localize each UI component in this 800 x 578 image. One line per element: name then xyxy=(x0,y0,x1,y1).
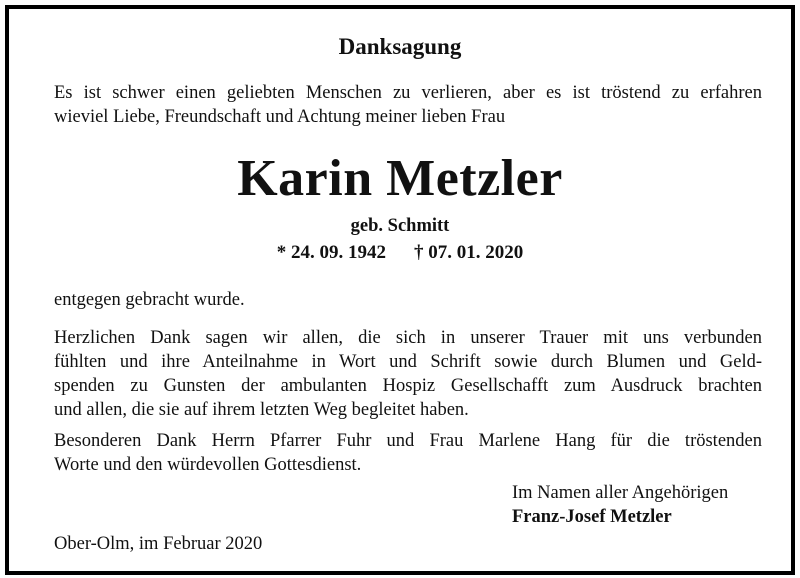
intro-line-1: Es ist schwer einen geliebten Menschen zu verlieren, aber es ist tröstend zu erfahren xyxy=(54,83,762,103)
thanks-line-2: fühlten und ihre Anteilnahme in Wort und Schrift sowie durch Blumen und Geld- xyxy=(54,352,762,372)
heading: Danksagung xyxy=(338,34,462,59)
signature-block xyxy=(512,481,728,529)
on-behalf-text: Im Namen aller Angehörigen xyxy=(512,483,729,503)
place-date: Ober-Olm, im Februar 2020 xyxy=(54,534,263,554)
deceased-name: Karin Metzler xyxy=(237,150,563,207)
special-thanks-line-2: Worte und den würdevollen Gottesdienst. xyxy=(54,455,362,475)
life-dates xyxy=(9,242,791,264)
intro-paragraph xyxy=(54,81,762,129)
maiden-name: geb. Schmitt xyxy=(350,216,450,236)
special-thanks-paragraph xyxy=(54,429,762,477)
received-line: entgegen gebracht wurde. xyxy=(54,290,245,310)
thanks-paragraph xyxy=(54,326,762,422)
special-thanks-line-1: Besonderen Dank Herrn Pfarrer Fuhr und Frau Marlene Hang für die tröstenden xyxy=(54,431,762,451)
thanks-line-3: spenden zu Gunsten der ambulanten Hospiz Gesellschafft zum Ausdruck brachten xyxy=(54,376,762,396)
intro-line-2: wieviel Liebe, Freundschaft und Achtung meiner lieben Frau xyxy=(54,107,506,127)
birth-date: * 24. 09. 1942 xyxy=(276,242,386,263)
thanks-line-4: und allen, die sie auf ihrem letzten Weg begleitet haben. xyxy=(54,400,469,420)
signatory-name: Franz-Josef Metzler xyxy=(512,507,672,527)
death-date: † 07. 01. 2020 xyxy=(414,242,524,263)
obituary-frame xyxy=(5,5,795,575)
thanks-line-1: Herzlichen Dank sagen wir allen, die sich in unserer Trauer mit uns verbunden xyxy=(54,328,762,348)
